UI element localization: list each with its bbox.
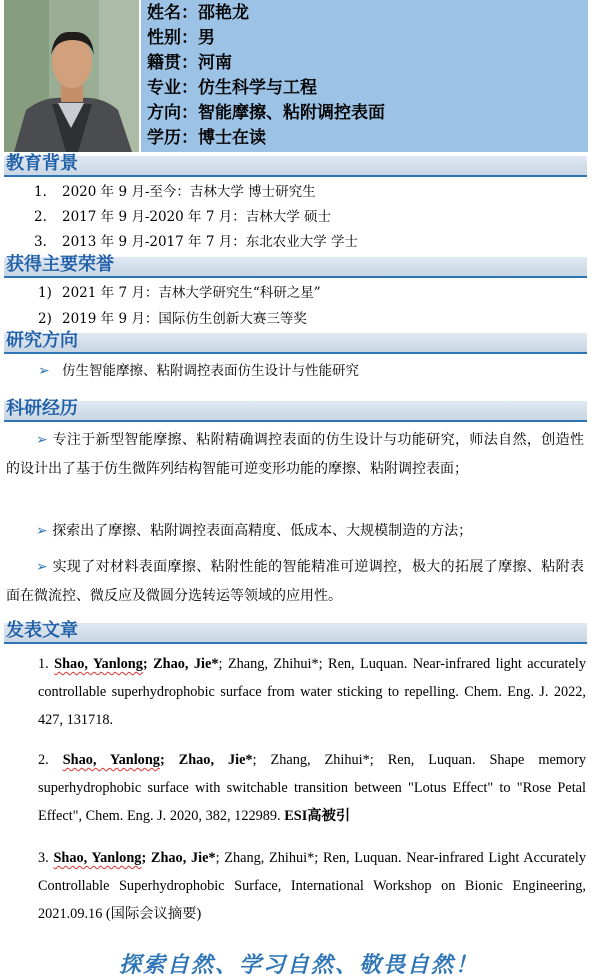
list-number: 2) xyxy=(38,311,52,327)
author-name: Shao, Yanlong xyxy=(53,850,142,866)
portrait-image xyxy=(4,0,139,152)
arrow-bullet-icon: ➢ xyxy=(36,523,48,539)
section-title: 教育背景 xyxy=(6,153,78,174)
list-item: 2013 年 9 月-2017 年 7 月：东北农业大学 学士 xyxy=(62,234,358,250)
publication-entry: 3. Shao, Yanlong; Zhao, Jie*; Zhang, Zhihui*; Ren, Luquan. Near-infrared Light Accurately Controllable Superhydrophobic Surface, International Workshop on Bionic Engineering, 2021.09.16 (国际会议摘要) xyxy=(38,850,586,922)
section-title: 研究方向 xyxy=(6,330,78,351)
arrow-bullet-icon: ➢ xyxy=(38,363,50,379)
experience-paragraph: ➢ 探索出了摩擦、粘附调控表面高精度、低成本、大规模制造的方法； xyxy=(36,523,473,539)
arrow-bullet-icon: ➢ xyxy=(36,559,48,575)
arrow-bullet-icon: ➢ xyxy=(36,432,48,448)
section-title: 科研经历 xyxy=(6,398,78,419)
profile-photo xyxy=(4,0,139,152)
section-title: 获得主要荣誉 xyxy=(6,254,114,275)
honors-section-header xyxy=(4,254,587,278)
education-section-header xyxy=(4,153,587,177)
profile-info-panel xyxy=(141,0,588,152)
list-item: 2021 年 7 月：吉林大学研究生“科研之星” xyxy=(62,285,321,301)
author-name: Shao, Yanlong xyxy=(54,656,143,672)
motto: 探索自然、学习自然、敬畏自然！ xyxy=(118,952,479,978)
profile-header xyxy=(0,0,590,152)
list-number: 2. xyxy=(34,209,47,225)
profile-name: 姓名：邵艳龙 xyxy=(147,3,249,23)
list-item: 2019 年 9 月：国际仿生创新大赛三等奖 xyxy=(62,311,307,327)
list-number: 1. xyxy=(34,184,47,200)
publications-section-header xyxy=(4,620,587,644)
list-item: ➢ 仿生智能摩擦、粘附调控表面仿生设计与性能研究 xyxy=(38,363,360,379)
research-experience-section-header xyxy=(4,398,587,422)
publication-entry: 2. Shao, Yanlong; Zhao, Jie*; Zhang, Zhihui*; Ren, Luquan. Shape memory superhydrophobic surface with switchable transition between "Lotus Effect" to "Rose Petal Effect", Chem. Eng. J. 2020, 382, 122989. ESI高被引 xyxy=(38,752,586,824)
research-direction-section-header xyxy=(4,330,587,354)
experience-paragraph: ➢ 实现了对材料表面摩擦、粘附性能的智能精准可逆调控，极大的拓展了摩擦、粘附表面在微流控、微反应及微圆分选转运等领域的应用性。 xyxy=(6,559,584,604)
profile-degree: 学历：博士在读 xyxy=(147,128,266,148)
list-item: 2017 年 9 月-2020 年 7 月：吉林大学 硕士 xyxy=(62,209,331,225)
esi-highly-cited-tag: ESI高被引 xyxy=(284,808,351,824)
experience-paragraph: ➢ 专注于新型智能摩擦、粘附精确调控表面的仿生设计与功能研究，师法自然，创造性的设计出了基于仿生微阵列结构智能可逆变形功能的摩擦、粘附调控表面； xyxy=(6,432,584,477)
profile-hometown: 籍贯：河南 xyxy=(147,53,232,73)
author-name: Zhao, Jie* xyxy=(150,850,216,866)
section-title: 发表文章 xyxy=(6,620,78,641)
list-number: 3. xyxy=(34,234,47,250)
profile-major: 专业：仿生科学与工程 xyxy=(147,78,317,98)
profile-direction: 方向：智能摩擦、粘附调控表面 xyxy=(147,103,385,123)
author-name: Zhao, Jie* xyxy=(153,656,219,672)
list-number: 1) xyxy=(38,285,52,301)
author-name: Shao, Yanlong xyxy=(62,752,160,768)
list-item: 2020 年 9 月-至今：吉林大学 博士研究生 xyxy=(62,184,316,200)
profile-gender: 性别：男 xyxy=(147,28,215,48)
publication-entry: 1. Shao, Yanlong; Zhao, Jie*; Zhang, Zhihui*; Ren, Luquan. Near-infrared light accurately controllable superhydrophobic surface from water sticking to repelling. Chem. Eng. J. 2022, 427, 131718. xyxy=(38,656,586,728)
author-name: Zhao, Jie* xyxy=(178,752,253,768)
